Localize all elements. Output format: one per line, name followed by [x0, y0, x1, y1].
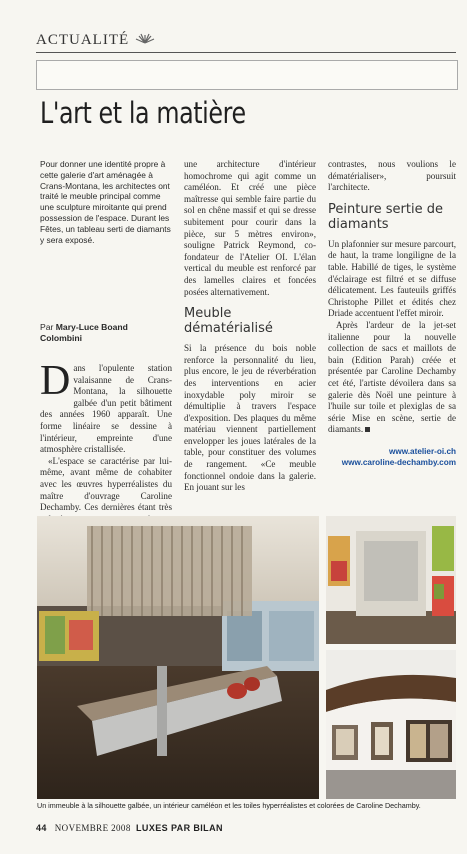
author-name: Mary-Luce Boand Colombini [40, 322, 128, 343]
link-dechamby[interactable]: www.caroline-dechamby.com [341, 458, 456, 468]
column-3 [328, 159, 456, 469]
photo-caption: Un immeuble à la silhouette galbée, un intérieur caméléon et les toiles hyperréalistes et colorées de Caroline Dechamby. [37, 801, 421, 810]
paragraph-text: Après l'ardeur de la jet-set italienne pour la nouvelle collection de sacs et maillots de bain (Edition Parah) créée et présentée par Caroline Dechamby cet été, l'artiste dévoilera dans sa galerie dès Noël une peinture à l'huile sur toile et plexiglas de sa série Mise en scène, sertie de diamants. [328, 319, 456, 435]
column-1 [40, 358, 172, 525]
byline-prefix: Par [40, 322, 54, 332]
paragraph-text: ans l'opulente station valaisanne de Crans-Montana, la silhouette galbée d'un petit bâtiment des années 1960 apparaît. Une forme linéaire se dessine à l'intérieur, empreinte d'une atmosphère cristallisée. [40, 363, 172, 455]
link-atelier[interactable]: www.atelier-oi.ch [388, 446, 456, 456]
paragraph [40, 358, 172, 456]
drop-cap: D [40, 358, 71, 404]
leaf-icon [134, 32, 156, 48]
subheading-peinture: Peinture sertie de diamants [328, 201, 443, 232]
paragraph: contrastes, nous voulions le dématérialiser», poursuit l'architecte. [328, 159, 456, 193]
byline [40, 322, 172, 344]
page-footer [36, 823, 223, 833]
header-box [36, 60, 458, 90]
paragraph [328, 320, 456, 436]
column-2 [184, 159, 316, 494]
magazine-name: LUXES PAR BILAN [136, 823, 223, 833]
gallery-art-photo [326, 516, 456, 644]
header-rule [36, 52, 456, 53]
paragraph: Si la présence du bois noble renforce la personnalité du lieu, plus encore, le jeu de réverbération des interventions en acier inoxydable poly miroir se démultiplie à travers l'espace d'exposition. Des plaques du même matériau viennent partiellement envelopper les joues latérales de la table, pour constituer des volumes de rangement. «Ce meuble fonctionnel ondoie dans la galerie. En jouant sur les [184, 343, 316, 493]
paragraph: une architecture d'intérieur homochrome qui agit comme un caméléon. Et créé une pièce maîtresse qui semble faire partie du sol en chêne massif et qui se dresse subitement pour courir dans la pièce, sur 5 mètres environ», souligne Patrick Reymond, co-fondateur de l'Atelier OI. L'élan vertical du meuble est renforcé par des lamelles claires et foncées posées alternativement. [184, 159, 316, 297]
article-title: L'art et la matière [40, 96, 246, 130]
end-mark-icon [365, 427, 370, 432]
subheading-meuble: Meuble dématérialisé [184, 306, 273, 337]
section-heading: ACTUALITÉ [36, 32, 130, 48]
issue-date: NOVEMBRE 2008 [54, 823, 131, 833]
links-block [328, 446, 456, 469]
building-exterior-photo [326, 650, 456, 799]
paragraph: Un plafonnier sur mesure parcourt, de haut, la trame longiligne de la table. Habillé de tiges, le système d'éclairage est filtré et se diffuse délicatement. Les fauteuils griffés Christophe Pillet et édités chez Driade accentuent l'effet miroir. [328, 238, 456, 319]
article-intro: Pour donner une identité propre à cette galerie d'art aménagée à Crans-Montana, les architectes ont traité le meuble principal comme une sculpture miroitante qui prend possession de l'espace. Durant les Fêtes, un tableau serti de diamants y sera exposé. [40, 159, 171, 245]
paragraph: «L'espace se caractérise par lui-même, avant même de cohabiter avec les œuvres hyperréalistes du maître d'ouvrage Caroline Dechamby. Ces dernières étant très [40, 455, 172, 513]
gallery-interior-photo [37, 516, 319, 799]
page-number: 44 [36, 823, 47, 833]
